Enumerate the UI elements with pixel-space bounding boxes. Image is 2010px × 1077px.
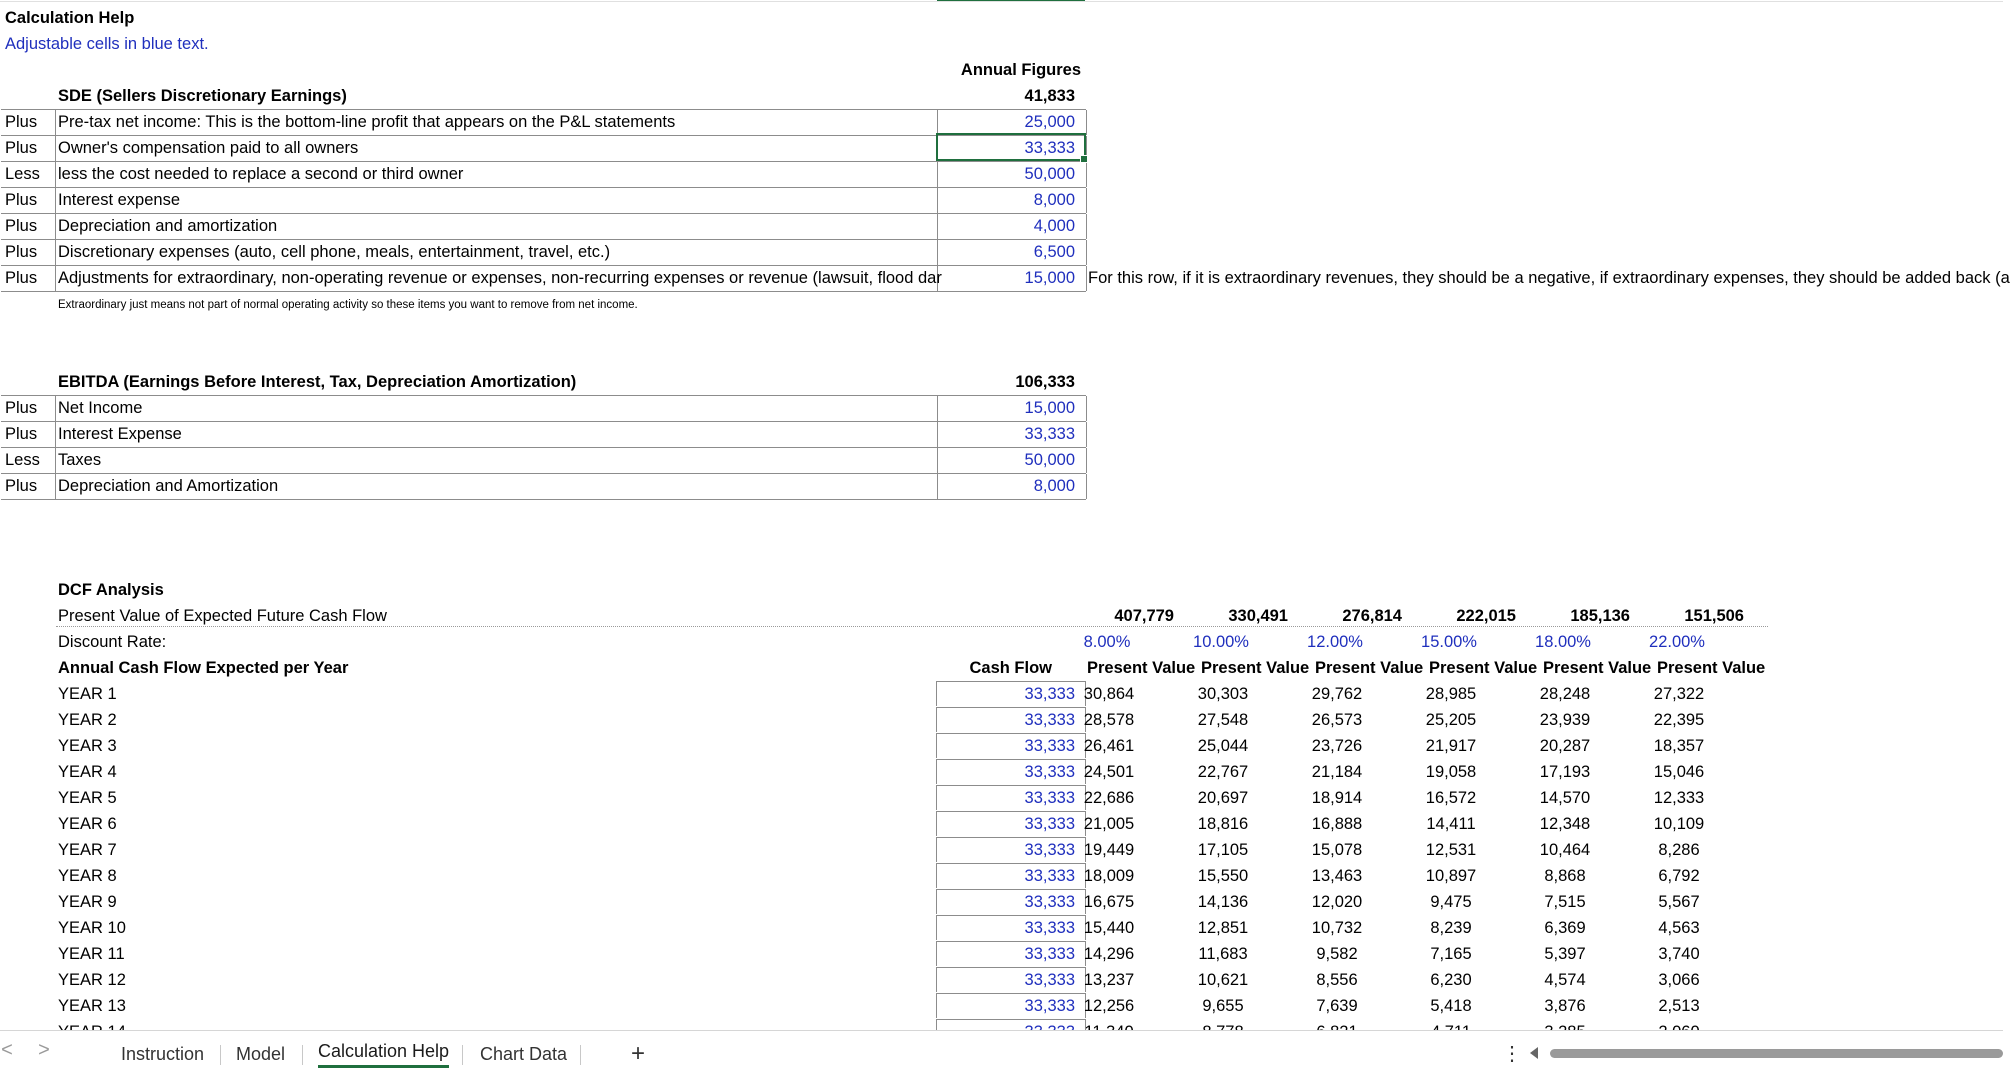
present-value-cell[interactable]: 12,851: [1197, 919, 1249, 937]
present-value-cell[interactable]: 14,570: [1539, 789, 1591, 807]
present-value-cell[interactable]: 2,513: [1658, 997, 1700, 1015]
sde-label[interactable]: Owner's compensation paid to all owners: [58, 139, 359, 157]
ebitda-total[interactable]: 106,333: [1015, 373, 1075, 391]
present-value-cell[interactable]: 5,418: [1430, 997, 1472, 1015]
present-value-cell[interactable]: 15,046: [1653, 763, 1705, 781]
discount-rate-input[interactable]: 22.00%: [1649, 633, 1705, 651]
sde-value[interactable]: 50,000: [1024, 165, 1075, 183]
tab-calculation-help[interactable]: Calculation Help: [318, 1038, 449, 1064]
present-value-cell[interactable]: 3,740: [1658, 945, 1700, 963]
sde-value[interactable]: 8,000: [1033, 191, 1075, 209]
tab-separator: [302, 1045, 303, 1065]
cash-flow-value[interactable]: 33,333: [1024, 685, 1075, 703]
present-value-cell[interactable]: 9,655: [1202, 997, 1244, 1015]
cash-flow-header[interactable]: Cash Flow: [969, 659, 1052, 677]
present-value-cell[interactable]: 11,683: [1198, 945, 1248, 963]
present-value-cell[interactable]: 19,058: [1425, 763, 1477, 781]
present-value-cell[interactable]: 26,573: [1311, 711, 1363, 729]
year-label[interactable]: YEAR 2: [58, 711, 117, 729]
tab-separator: [580, 1045, 581, 1065]
present-value-cell[interactable]: 29,762: [1311, 685, 1363, 703]
year-label[interactable]: YEAR 4: [58, 763, 117, 781]
sde-sign[interactable]: Plus: [5, 113, 38, 131]
ebitda-label[interactable]: Net Income: [58, 399, 143, 417]
ebitda-label[interactable]: Taxes: [58, 451, 102, 469]
sde-sign[interactable]: Plus: [5, 191, 38, 209]
present-value-cell[interactable]: 4,563: [1658, 919, 1700, 937]
present-value-cell[interactable]: 4,574: [1544, 971, 1586, 989]
tab-instruction[interactable]: Instruction: [121, 1044, 205, 1064]
present-value-cell[interactable]: 15,440: [1083, 919, 1135, 937]
sde-footnote[interactable]: Extraordinary just means not part of normal operating activity so these items you want to remove from net income.: [58, 299, 638, 311]
sheet-subtitle[interactable]: Adjustable cells in blue text.: [5, 35, 209, 53]
present-value-cell[interactable]: 14,296: [1083, 945, 1135, 963]
present-value-cell[interactable]: 28,248: [1539, 685, 1591, 703]
scroll-left-arrow-icon[interactable]: [1530, 1047, 1538, 1059]
present-value-cell[interactable]: 30,864: [1083, 685, 1135, 703]
prev-sheet-arrow-icon[interactable]: <: [1, 1039, 13, 1061]
year-label[interactable]: YEAR 5: [58, 789, 117, 807]
present-value-cell[interactable]: 10,109: [1653, 815, 1705, 833]
cash-flow-value[interactable]: 33,333: [1024, 893, 1075, 911]
sde-label[interactable]: Depreciation and amortization: [58, 217, 278, 235]
ebitda-sign[interactable]: Plus: [5, 425, 38, 443]
ebitda-row: [1, 447, 1086, 473]
pv-total[interactable]: 276,814: [1342, 607, 1402, 625]
sde-total[interactable]: 41,833: [1024, 87, 1075, 105]
present-value-cell[interactable]: 12,333: [1653, 789, 1705, 807]
ebitda-label[interactable]: Depreciation and Amortization: [58, 477, 279, 495]
ebitda-row: [1, 395, 1086, 421]
year-label[interactable]: YEAR 9: [58, 893, 117, 911]
sde-sign[interactable]: Plus: [5, 269, 38, 287]
year-label[interactable]: YEAR 1: [58, 685, 117, 703]
present-value-cell[interactable]: 7,515: [1544, 893, 1586, 911]
present-value-cell[interactable]: 12,531: [1425, 841, 1477, 859]
present-value-cell[interactable]: 25,044: [1197, 737, 1249, 755]
present-value-cell[interactable]: 23,726: [1311, 737, 1363, 755]
present-value-cell[interactable]: 9,475: [1430, 893, 1472, 911]
present-value-cell[interactable]: 8,239: [1430, 919, 1472, 937]
present-value-cell[interactable]: 5,567: [1658, 893, 1700, 911]
sde-value[interactable]: 33,333: [1024, 139, 1075, 157]
present-value-header[interactable]: Present Value: [1543, 659, 1652, 677]
present-value-cell[interactable]: 16,675: [1083, 893, 1135, 911]
ebitda-label[interactable]: Interest Expense: [58, 425, 182, 443]
present-value-cell[interactable]: 10,732: [1311, 919, 1363, 937]
present-value-cell[interactable]: 18,009: [1083, 867, 1135, 885]
cash-flow-value[interactable]: 33,333: [1024, 789, 1075, 807]
pv-total[interactable]: 330,491: [1228, 607, 1288, 625]
dcf-heading[interactable]: DCF Analysis: [58, 581, 164, 599]
present-value-cell[interactable]: 7,639: [1316, 997, 1358, 1015]
ebitda-heading[interactable]: EBITDA (Earnings Before Interest, Tax, Depreciation Amortization): [58, 373, 577, 391]
present-value-cell[interactable]: 10,897: [1425, 867, 1477, 885]
tab-chart-data[interactable]: Chart Data: [480, 1044, 568, 1064]
present-value-cell[interactable]: 5,397: [1544, 945, 1586, 963]
present-value-cell[interactable]: 10,621: [1197, 971, 1249, 989]
present-value-cell[interactable]: 19,449: [1083, 841, 1135, 859]
present-value-cell[interactable]: 13,237: [1083, 971, 1135, 989]
ebitda-value[interactable]: 15,000: [1024, 399, 1075, 417]
ebitda-sign[interactable]: Plus: [5, 399, 38, 417]
discount-rate-input[interactable]: 15.00%: [1421, 633, 1477, 651]
present-value-cell[interactable]: 16,888: [1311, 815, 1363, 833]
sde-sign[interactable]: Plus: [5, 139, 38, 157]
present-value-cell[interactable]: 6,369: [1544, 919, 1586, 937]
tab-separator: [220, 1045, 221, 1065]
sde-value[interactable]: 25,000: [1024, 113, 1075, 131]
present-value-cell[interactable]: 3,876: [1544, 997, 1586, 1015]
present-value-cell[interactable]: 12,348: [1539, 815, 1591, 833]
sheet-tab-bar: [0, 1030, 2003, 1077]
cash-flow-value[interactable]: 33,333: [1024, 945, 1075, 963]
sde-label[interactable]: Pre-tax net income: This is the bottom-line profit that appears on the P&L statements: [58, 113, 676, 131]
present-value-cell[interactable]: 12,020: [1311, 893, 1363, 911]
cash-flow-value[interactable]: 33,333: [1024, 867, 1075, 885]
year-label[interactable]: YEAR 3: [58, 737, 117, 755]
present-value-cell[interactable]: 9,582: [1316, 945, 1358, 963]
present-value-cell[interactable]: 26,461: [1083, 737, 1135, 755]
sde-sign[interactable]: Plus: [5, 243, 38, 261]
sde-row-note[interactable]: For this row, if it is extraordinary revenues, they should be a negative, if extraordinary expenses, they should be added back (a: [1088, 269, 2010, 287]
pv-total[interactable]: 407,779: [1114, 607, 1174, 625]
present-value-cell[interactable]: 8,286: [1658, 841, 1700, 859]
present-value-cell[interactable]: 20,697: [1197, 789, 1249, 807]
year-label[interactable]: YEAR 12: [58, 971, 126, 989]
present-value-header[interactable]: Present Value: [1087, 659, 1196, 677]
year-label[interactable]: YEAR 11: [58, 945, 125, 963]
present-value-cell[interactable]: 16,572: [1425, 789, 1477, 807]
cash-flow-value[interactable]: 33,333: [1024, 997, 1075, 1015]
discount-rate-input[interactable]: 10.00%: [1193, 633, 1249, 651]
sde-label[interactable]: Interest expense: [58, 191, 180, 209]
present-value-cell[interactable]: 12,256: [1083, 997, 1135, 1015]
cash-flow-value[interactable]: 33,333: [1024, 737, 1075, 755]
present-value-cell[interactable]: 14,136: [1197, 893, 1249, 911]
present-value-header[interactable]: Present Value: [1201, 659, 1310, 677]
present-value-cell[interactable]: 10,464: [1539, 841, 1591, 859]
present-value-cell[interactable]: 3,066: [1658, 971, 1700, 989]
present-value-cell[interactable]: 18,816: [1197, 815, 1249, 833]
present-value-cell[interactable]: 22,686: [1083, 789, 1135, 807]
dcf-pv-label[interactable]: Present Value of Expected Future Cash Flow: [58, 607, 387, 625]
sheet-title[interactable]: Calculation Help: [5, 9, 135, 27]
present-value-cell[interactable]: 21,005: [1083, 815, 1135, 833]
cash-flow-value[interactable]: 33,333: [1024, 841, 1075, 859]
ebitda-bottom-border: [1, 499, 1086, 500]
sde-heading[interactable]: SDE (Sellers Discretionary Earnings): [58, 87, 347, 105]
cash-flow-value[interactable]: 33,333: [1024, 763, 1075, 781]
tab-model[interactable]: Model: [236, 1044, 286, 1064]
year-label[interactable]: YEAR 13: [58, 997, 126, 1015]
scrollbar-thumb[interactable]: [1550, 1049, 2003, 1058]
year-label[interactable]: YEAR 6: [58, 815, 117, 833]
present-value-cell[interactable]: 27,548: [1197, 711, 1249, 729]
present-value-cell[interactable]: 17,193: [1539, 763, 1591, 781]
present-value-cell[interactable]: 22,395: [1653, 711, 1705, 729]
cash-flow-value[interactable]: 33,333: [1024, 919, 1075, 937]
sde-value[interactable]: 15,000: [1024, 269, 1075, 287]
present-value-cell[interactable]: 15,550: [1197, 867, 1249, 885]
horizontal-scrollbar[interactable]: [1530, 1045, 2003, 1061]
present-value-cell[interactable]: 18,914: [1311, 789, 1363, 807]
present-value-cell[interactable]: 28,578: [1083, 711, 1135, 729]
discount-rate-input[interactable]: 18.00%: [1535, 633, 1591, 651]
discount-rate-input[interactable]: 8.00%: [1083, 633, 1131, 651]
sde-sign[interactable]: Plus: [5, 217, 38, 235]
present-value-cell[interactable]: 30,303: [1197, 685, 1249, 703]
pv-total[interactable]: 151,506: [1684, 607, 1744, 625]
fill-handle[interactable]: [1080, 155, 1088, 163]
present-value-cell[interactable]: 24,501: [1083, 763, 1135, 781]
ebitda-sign[interactable]: Less: [5, 451, 40, 469]
cash-flow-value[interactable]: 33,333: [1024, 815, 1075, 833]
present-value-cell[interactable]: 17,105: [1197, 841, 1249, 859]
more-options-icon[interactable]: ⋮: [1502, 1043, 1522, 1065]
present-value-cell[interactable]: 20,287: [1539, 737, 1591, 755]
ebitda-value[interactable]: 8,000: [1033, 477, 1075, 495]
present-value-cell[interactable]: 6,230: [1430, 971, 1472, 989]
year-label[interactable]: YEAR 10: [58, 919, 126, 937]
present-value-cell[interactable]: 21,184: [1311, 763, 1363, 781]
present-value-cell[interactable]: 15,078: [1311, 841, 1363, 859]
present-value-cell[interactable]: 7,165: [1430, 945, 1472, 963]
present-value-cell[interactable]: 8,556: [1316, 971, 1358, 989]
year-label[interactable]: YEAR 7: [58, 841, 117, 859]
present-value-cell[interactable]: 28,985: [1425, 685, 1477, 703]
pv-total[interactable]: 222,015: [1456, 607, 1516, 625]
present-value-cell[interactable]: 27,322: [1653, 685, 1705, 703]
sde-sign[interactable]: Less: [5, 165, 40, 183]
ebitda-sign[interactable]: Plus: [5, 477, 38, 495]
pv-total[interactable]: 185,136: [1570, 607, 1630, 625]
cell-selection[interactable]: [936, 133, 1086, 161]
year-label[interactable]: YEAR 8: [58, 867, 117, 885]
present-value-header[interactable]: Present Value: [1315, 659, 1424, 677]
present-value-cell[interactable]: 22,767: [1197, 763, 1249, 781]
present-value-cell[interactable]: 8,868: [1544, 867, 1586, 885]
tab-separator: [462, 1045, 463, 1065]
add-sheet-icon[interactable]: +: [631, 1040, 646, 1067]
sde-value[interactable]: 4,000: [1033, 217, 1075, 235]
sde-label[interactable]: less the cost needed to replace a second or third owner: [58, 165, 464, 183]
ebitda-value[interactable]: 50,000: [1024, 451, 1075, 469]
dcf-annual-label[interactable]: Annual Cash Flow Expected per Year: [58, 659, 349, 677]
discount-rate-input[interactable]: 12.00%: [1307, 633, 1363, 651]
cash-flow-value[interactable]: 33,333: [1024, 971, 1075, 989]
present-value-cell[interactable]: 23,939: [1539, 711, 1591, 729]
sde-label[interactable]: Discretionary expenses (auto, cell phone, meals, entertainment, travel, etc.): [58, 243, 611, 261]
annual-figures-header[interactable]: Annual Figures: [960, 61, 1081, 79]
present-value-cell[interactable]: 18,357: [1653, 737, 1705, 755]
present-value-cell[interactable]: 21,917: [1425, 737, 1477, 755]
present-value-cell[interactable]: 25,205: [1425, 711, 1477, 729]
ebitda-value[interactable]: 33,333: [1024, 425, 1075, 443]
present-value-cell[interactable]: 14,411: [1426, 815, 1476, 833]
top-border: [0, 1, 2003, 2]
present-value-cell[interactable]: 6,792: [1658, 867, 1700, 885]
cash-flow-value[interactable]: 33,333: [1024, 711, 1075, 729]
dcf-discount-label[interactable]: Discount Rate:: [58, 633, 167, 651]
present-value-header[interactable]: Present Value: [1657, 659, 1766, 677]
present-value-cell[interactable]: 13,463: [1311, 867, 1363, 885]
sde-value[interactable]: 6,500: [1033, 243, 1075, 261]
next-sheet-arrow-icon[interactable]: >: [38, 1039, 50, 1061]
present-value-header[interactable]: Present Value: [1429, 659, 1538, 677]
sde-label[interactable]: Adjustments for extraordinary, non-operating revenue or expenses, non-recurring expenses or revenue (lawsuit, flood dar: [58, 269, 942, 287]
